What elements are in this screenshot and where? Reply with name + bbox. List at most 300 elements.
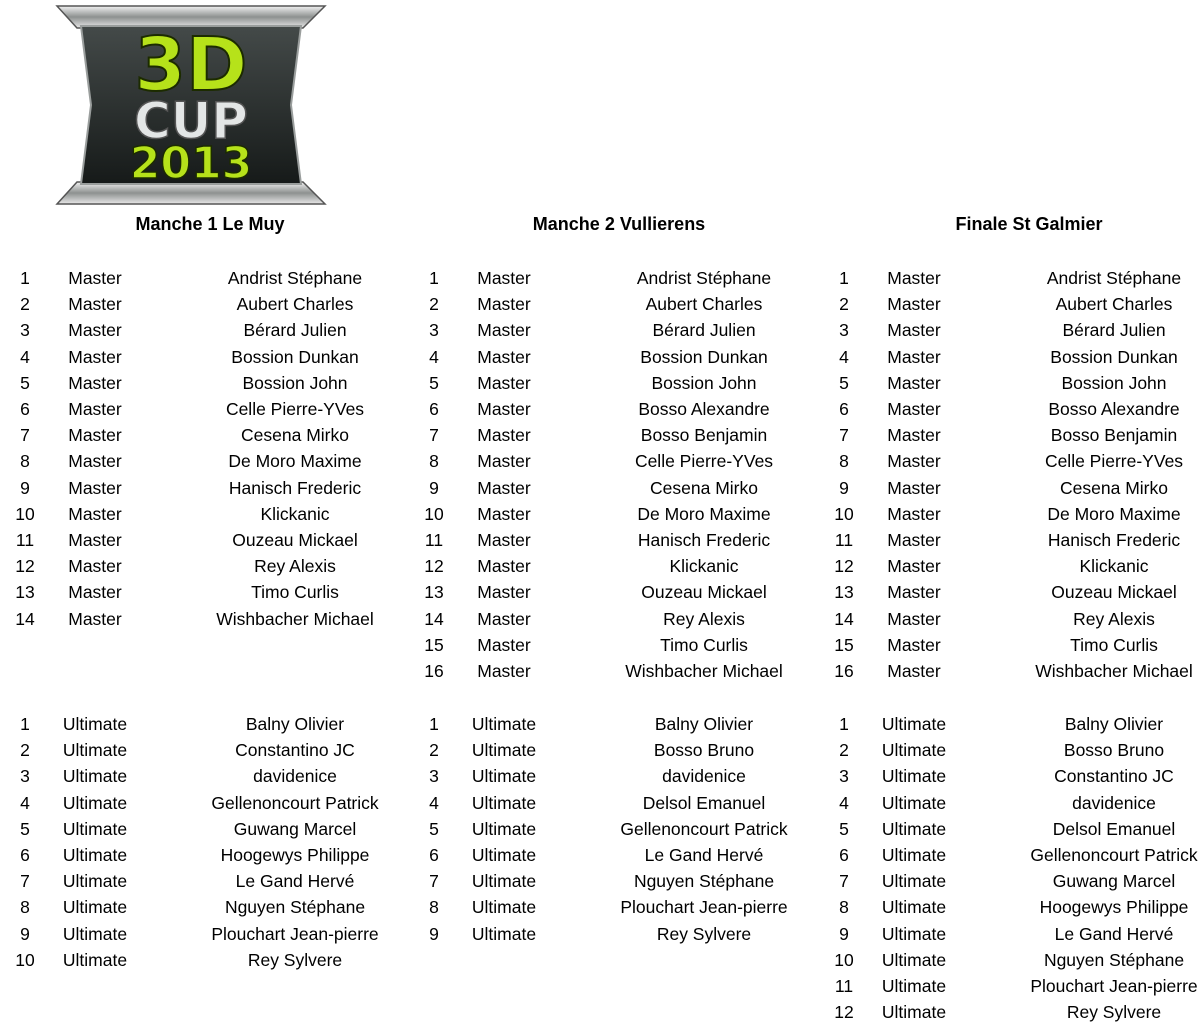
- category: Master: [887, 477, 941, 498]
- rank: 11: [834, 530, 854, 550]
- rank: 9: [429, 477, 439, 498]
- rank: 14: [834, 608, 854, 629]
- ultimate-row: [5, 921, 415, 947]
- master-row: [824, 527, 1202, 553]
- master-row: [5, 579, 415, 605]
- rank: 13: [424, 582, 444, 603]
- competitor-name: Wishbacher Michael: [1035, 661, 1193, 681]
- ultimate-row: [414, 737, 824, 763]
- rank: 2: [20, 294, 30, 315]
- rank: 1: [839, 268, 849, 288]
- category: Ultimate: [471, 897, 537, 918]
- competitor-name: Rey Alexis: [254, 556, 336, 577]
- column-title: Manche 1 Le Muy: [135, 214, 285, 234]
- competitor-name: Bossion John: [1061, 372, 1167, 393]
- rank: 6: [839, 399, 849, 419]
- master-row: [5, 422, 415, 448]
- category: Ultimate: [471, 818, 537, 839]
- category: Ultimate: [881, 766, 947, 787]
- master-row: [824, 632, 1202, 658]
- ultimate-row: [824, 999, 1202, 1025]
- competitor-name: Balny Olivier: [245, 714, 345, 734]
- category: Ultimate: [881, 714, 947, 734]
- competitor-name: Le Gand Hervé: [235, 871, 355, 892]
- competitor-name: Bossion John: [242, 372, 348, 393]
- competitor-name: Bosso Bruno: [1063, 740, 1165, 761]
- competitor-name: Rey Sylvere: [247, 949, 343, 970]
- rank: 14: [424, 608, 444, 629]
- competitor-name: Gellenoncourt Patrick: [211, 792, 379, 813]
- rank: 10: [834, 503, 854, 524]
- category: Master: [887, 634, 941, 655]
- rank: 5: [839, 818, 849, 839]
- competitor-name: Nguyen Stéphane: [224, 897, 366, 918]
- competitor-name: davidenice: [1072, 792, 1156, 813]
- ultimate-row: [824, 711, 1202, 737]
- master-row: [5, 475, 415, 501]
- results-column-finale: [824, 0, 1202, 1024]
- competitor-name: Bossion John: [651, 372, 757, 393]
- ultimate-row: [5, 790, 415, 816]
- rank: 13: [834, 582, 854, 603]
- category: Master: [887, 530, 941, 550]
- competitor-name: Aubert Charles: [645, 294, 763, 315]
- rank: 2: [839, 294, 849, 315]
- competitor-name: Guwang Marcel: [233, 818, 357, 839]
- competitor-name: Rey Alexis: [663, 608, 745, 629]
- category: Master: [68, 320, 122, 341]
- rank: 9: [839, 923, 849, 944]
- category: Master: [477, 503, 531, 524]
- master-row: [5, 606, 415, 632]
- category: Master: [477, 608, 531, 629]
- rank: 15: [424, 634, 444, 655]
- category: Master: [68, 477, 122, 498]
- rank: 5: [429, 818, 439, 839]
- category: Master: [68, 372, 122, 393]
- ultimate-row: [824, 894, 1202, 920]
- category: Ultimate: [62, 714, 128, 734]
- master-row: [414, 291, 824, 317]
- master-row: [414, 579, 824, 605]
- competitor-name: Timo Curlis: [251, 582, 339, 603]
- master-row: [414, 658, 824, 684]
- master-row: [414, 422, 824, 448]
- category: Master: [68, 425, 122, 446]
- rank: 16: [424, 661, 444, 681]
- category: Master: [887, 320, 941, 341]
- competitor-name: Delsol Emanuel: [1052, 818, 1176, 839]
- competitor-name: Andrist Stéphane: [1046, 268, 1182, 288]
- rank: 12: [834, 556, 854, 577]
- rank: 16: [834, 661, 854, 681]
- rank: 7: [20, 425, 30, 446]
- master-row: [5, 291, 415, 317]
- competitor-name: Wishbacher Michael: [216, 608, 374, 629]
- competitor-name: davidenice: [253, 766, 337, 787]
- competitor-name: Wishbacher Michael: [625, 661, 783, 681]
- rank: 9: [839, 477, 849, 498]
- competitor-name: Andrist Stéphane: [636, 268, 772, 288]
- master-row: [414, 475, 824, 501]
- competitor-name: Klickanic: [1079, 556, 1149, 577]
- master-row: [414, 553, 824, 579]
- competitor-name: Plouchart Jean-pierre: [211, 923, 379, 944]
- rank: 8: [429, 451, 439, 472]
- competitor-name: davidenice: [662, 766, 746, 787]
- master-row: [414, 370, 824, 396]
- category: Master: [477, 320, 531, 341]
- rank: 3: [429, 766, 439, 787]
- rank: 10: [834, 949, 854, 970]
- category: Ultimate: [62, 949, 128, 970]
- master-row: [5, 265, 415, 291]
- ultimate-row: [414, 894, 824, 920]
- logo-text-cup: CUP: [134, 92, 248, 150]
- ultimate-row: [414, 763, 824, 789]
- master-row: [5, 317, 415, 343]
- rank: 4: [429, 792, 439, 813]
- competitor-name: Aubert Charles: [236, 294, 354, 315]
- category: Master: [887, 372, 941, 393]
- rank: 6: [429, 845, 439, 865]
- ultimate-row: [414, 842, 824, 868]
- rank: 15: [834, 634, 854, 655]
- rank: 12: [834, 1002, 854, 1023]
- rank: 12: [424, 556, 444, 577]
- ultimate-row: [5, 737, 415, 763]
- master-row: [824, 579, 1202, 605]
- competitor-name: Ouzeau Mickael: [1051, 582, 1177, 603]
- master-row: [824, 396, 1202, 422]
- competitor-name: Timo Curlis: [1070, 634, 1158, 655]
- master-row: [414, 606, 824, 632]
- category: Ultimate: [881, 871, 947, 892]
- rank: 6: [839, 845, 849, 865]
- ultimate-row: [5, 868, 415, 894]
- rank: 9: [429, 923, 439, 944]
- rank: 6: [429, 399, 439, 419]
- master-row: [824, 553, 1202, 579]
- master-row: [824, 265, 1202, 291]
- column-title: Finale St Galmier: [955, 214, 1103, 234]
- category: Ultimate: [881, 740, 947, 761]
- master-row: [414, 632, 824, 658]
- competitor-name: Rey Alexis: [1073, 608, 1155, 629]
- rank: 4: [20, 792, 30, 813]
- master-row: [824, 344, 1202, 370]
- rank: 4: [20, 346, 30, 367]
- competitor-name: Balny Olivier: [654, 714, 754, 734]
- category: Master: [477, 477, 531, 498]
- category: Master: [477, 582, 531, 603]
- rank: 11: [834, 976, 854, 996]
- ultimate-row: [824, 763, 1202, 789]
- category: Master: [887, 294, 941, 315]
- competitor-name: Guwang Marcel: [1052, 871, 1176, 892]
- competitor-name: Hanisch Frederic: [1047, 530, 1181, 550]
- master-row: [5, 396, 415, 422]
- category: Ultimate: [471, 845, 537, 865]
- rank: 1: [429, 714, 439, 734]
- rank: 13: [15, 582, 35, 603]
- rank: 11: [15, 530, 35, 550]
- category: Master: [477, 425, 531, 446]
- category: Master: [887, 451, 941, 472]
- category: Master: [477, 294, 531, 315]
- ultimate-row: [824, 816, 1202, 842]
- rank: 9: [20, 923, 30, 944]
- category: Master: [887, 556, 941, 577]
- rank: 8: [839, 451, 849, 472]
- category: Master: [887, 399, 941, 419]
- competitor-name: Nguyen Stéphane: [1043, 949, 1185, 970]
- category: Ultimate: [881, 792, 947, 813]
- category: Master: [477, 556, 531, 577]
- rank: 1: [839, 714, 849, 734]
- ultimate-row: [5, 711, 415, 737]
- competitor-name: Bosso Benjamin: [1050, 425, 1178, 446]
- category: Master: [477, 346, 531, 367]
- category: Ultimate: [881, 818, 947, 839]
- category: Ultimate: [471, 740, 537, 761]
- rank: 4: [429, 346, 439, 367]
- ultimate-row: [414, 790, 824, 816]
- category: Ultimate: [62, 766, 128, 787]
- rank: 12: [15, 556, 35, 577]
- rank: 2: [429, 294, 439, 315]
- category: Master: [887, 346, 941, 367]
- category: Master: [887, 268, 941, 288]
- rank: 7: [429, 871, 439, 892]
- competitor-name: Bossion Dunkan: [1050, 346, 1178, 367]
- category: Master: [477, 399, 531, 419]
- master-row: [5, 553, 415, 579]
- competitor-name: Delsol Emanuel: [642, 792, 766, 813]
- category: Master: [68, 451, 122, 472]
- rank: 5: [20, 372, 30, 393]
- category: Ultimate: [471, 923, 537, 944]
- results-column-manche-2: [414, 0, 824, 1024]
- category: Master: [477, 530, 531, 550]
- rank: 11: [424, 530, 444, 550]
- competitor-name: Rey Sylvere: [656, 923, 752, 944]
- category: Ultimate: [62, 897, 128, 918]
- master-row: [824, 317, 1202, 343]
- master-row: [5, 527, 415, 553]
- competitor-name: Rey Sylvere: [1066, 1002, 1162, 1023]
- master-row: [824, 658, 1202, 684]
- ultimate-row: [824, 947, 1202, 973]
- logo-text-3d: 3D: [134, 22, 248, 108]
- master-row: [824, 475, 1202, 501]
- competitor-name: Bossion Dunkan: [231, 346, 359, 367]
- competitor-name: Celle Pierre-YVes: [1044, 451, 1184, 472]
- column-title: Manche 2 Vullierens: [532, 214, 706, 234]
- category: Master: [68, 503, 122, 524]
- competitor-name: Bosso Alexandre: [638, 399, 770, 419]
- ultimate-row: [824, 842, 1202, 868]
- category: Master: [68, 294, 122, 315]
- competitor-name: Andrist Stéphane: [227, 268, 363, 288]
- competitor-name: Celle Pierre-YVes: [634, 451, 774, 472]
- competitor-name: Bossion Dunkan: [640, 346, 768, 367]
- ultimate-row: [824, 973, 1202, 999]
- competitor-name: De Moro Maxime: [1047, 503, 1181, 524]
- competitor-name: Hanisch Frederic: [637, 530, 771, 550]
- category: Master: [477, 451, 531, 472]
- competitor-name: De Moro Maxime: [228, 451, 362, 472]
- rank: 5: [839, 372, 849, 393]
- master-row: [824, 422, 1202, 448]
- master-row: [414, 501, 824, 527]
- master-row: [824, 606, 1202, 632]
- competitor-name: Bosso Alexandre: [1048, 399, 1180, 419]
- master-row: [824, 501, 1202, 527]
- category: Ultimate: [471, 871, 537, 892]
- category: Master: [887, 582, 941, 603]
- competitor-name: Bosso Benjamin: [640, 425, 768, 446]
- rank: 7: [429, 425, 439, 446]
- ultimate-row: [414, 816, 824, 842]
- rank: 2: [20, 740, 30, 761]
- master-row: [414, 344, 824, 370]
- competitor-name: Hoogewys Philippe: [1039, 897, 1189, 918]
- ultimate-row: [824, 868, 1202, 894]
- category: Ultimate: [62, 792, 128, 813]
- master-row: [414, 527, 824, 553]
- competitor-name: Klickanic: [669, 556, 739, 577]
- competitor-name: Cesena Mirko: [241, 425, 349, 446]
- master-row: [5, 344, 415, 370]
- category: Ultimate: [471, 714, 537, 734]
- master-row: [5, 448, 415, 474]
- rank: 7: [20, 871, 30, 892]
- competitor-name: Bérard Julien: [652, 320, 756, 341]
- category: Ultimate: [881, 923, 947, 944]
- rank: 8: [20, 897, 30, 918]
- ultimate-row: [5, 947, 415, 973]
- category: Ultimate: [62, 871, 128, 892]
- category: Master: [887, 503, 941, 524]
- rank: 9: [20, 477, 30, 498]
- rank: 10: [15, 949, 35, 970]
- rank: 3: [839, 320, 849, 341]
- master-row: [824, 291, 1202, 317]
- category: Master: [68, 346, 122, 367]
- category: Ultimate: [62, 923, 128, 944]
- rank: 10: [15, 503, 35, 524]
- rank: 2: [839, 740, 849, 761]
- rank: 5: [429, 372, 439, 393]
- ultimate-row: [5, 842, 415, 868]
- rank: 5: [20, 818, 30, 839]
- competitor-name: Bosso Bruno: [653, 740, 755, 761]
- logo-text-2013: 2013: [129, 138, 253, 189]
- category: Master: [887, 661, 941, 681]
- competitor-name: Hoogewys Philippe: [220, 845, 370, 865]
- competitor-name: Cesena Mirko: [1060, 477, 1168, 498]
- competitor-name: Bérard Julien: [1062, 320, 1166, 341]
- rank: 3: [839, 766, 849, 787]
- category: Master: [68, 399, 122, 419]
- competitor-name: Bérard Julien: [243, 320, 347, 341]
- rank: 10: [424, 503, 444, 524]
- ultimate-row: [5, 816, 415, 842]
- ultimate-row: [824, 737, 1202, 763]
- category: Master: [68, 268, 122, 288]
- rank: 4: [839, 346, 849, 367]
- master-row: [414, 448, 824, 474]
- rank: 1: [20, 714, 30, 734]
- rank: 8: [429, 897, 439, 918]
- competitor-name: Ouzeau Mickael: [232, 530, 358, 550]
- category: Master: [477, 634, 531, 655]
- competitor-name: Aubert Charles: [1055, 294, 1173, 315]
- category: Master: [68, 556, 122, 577]
- master-row: [5, 501, 415, 527]
- category: Master: [68, 530, 122, 550]
- competitor-name: Hanisch Frederic: [228, 477, 362, 498]
- category: Ultimate: [62, 740, 128, 761]
- rank: 7: [839, 425, 849, 446]
- category: Ultimate: [881, 949, 947, 970]
- category: Master: [477, 268, 531, 288]
- rank: 14: [15, 608, 35, 629]
- competitor-name: Plouchart Jean-pierre: [620, 897, 788, 918]
- category: Ultimate: [881, 1002, 947, 1023]
- rank: 8: [839, 897, 849, 918]
- competitor-name: Balny Olivier: [1064, 714, 1164, 734]
- category: Ultimate: [471, 766, 537, 787]
- ultimate-row: [414, 921, 824, 947]
- rank: 8: [20, 451, 30, 472]
- master-row: [414, 396, 824, 422]
- competitor-name: Plouchart Jean-pierre: [1030, 976, 1198, 996]
- category: Ultimate: [881, 976, 947, 996]
- category: Ultimate: [62, 818, 128, 839]
- competitor-name: Le Gand Hervé: [644, 845, 764, 865]
- rank: 1: [20, 268, 30, 288]
- rank: 6: [20, 845, 30, 865]
- master-row: [5, 370, 415, 396]
- category: Master: [887, 608, 941, 629]
- category: Ultimate: [881, 845, 947, 865]
- master-row: [824, 370, 1202, 396]
- ultimate-row: [414, 868, 824, 894]
- competitor-name: Celle Pierre-YVes: [225, 399, 365, 419]
- ultimate-row: [824, 921, 1202, 947]
- ultimate-row: [414, 711, 824, 737]
- rank: 7: [839, 871, 849, 892]
- competitor-name: Timo Curlis: [660, 634, 748, 655]
- ultimate-row: [5, 894, 415, 920]
- competitor-name: Nguyen Stéphane: [633, 871, 775, 892]
- category: Ultimate: [62, 845, 128, 865]
- competitor-name: Cesena Mirko: [650, 477, 758, 498]
- rank: 3: [429, 320, 439, 341]
- competitor-name: De Moro Maxime: [637, 503, 771, 524]
- rank: 4: [839, 792, 849, 813]
- rank: 3: [20, 320, 30, 341]
- category: Ultimate: [471, 792, 537, 813]
- ultimate-row: [824, 790, 1202, 816]
- master-row: [414, 265, 824, 291]
- competitor-name: Ouzeau Mickael: [641, 582, 767, 603]
- competitor-name: Constantino JC: [1054, 766, 1174, 787]
- category: Master: [68, 582, 122, 603]
- rank: 3: [20, 766, 30, 787]
